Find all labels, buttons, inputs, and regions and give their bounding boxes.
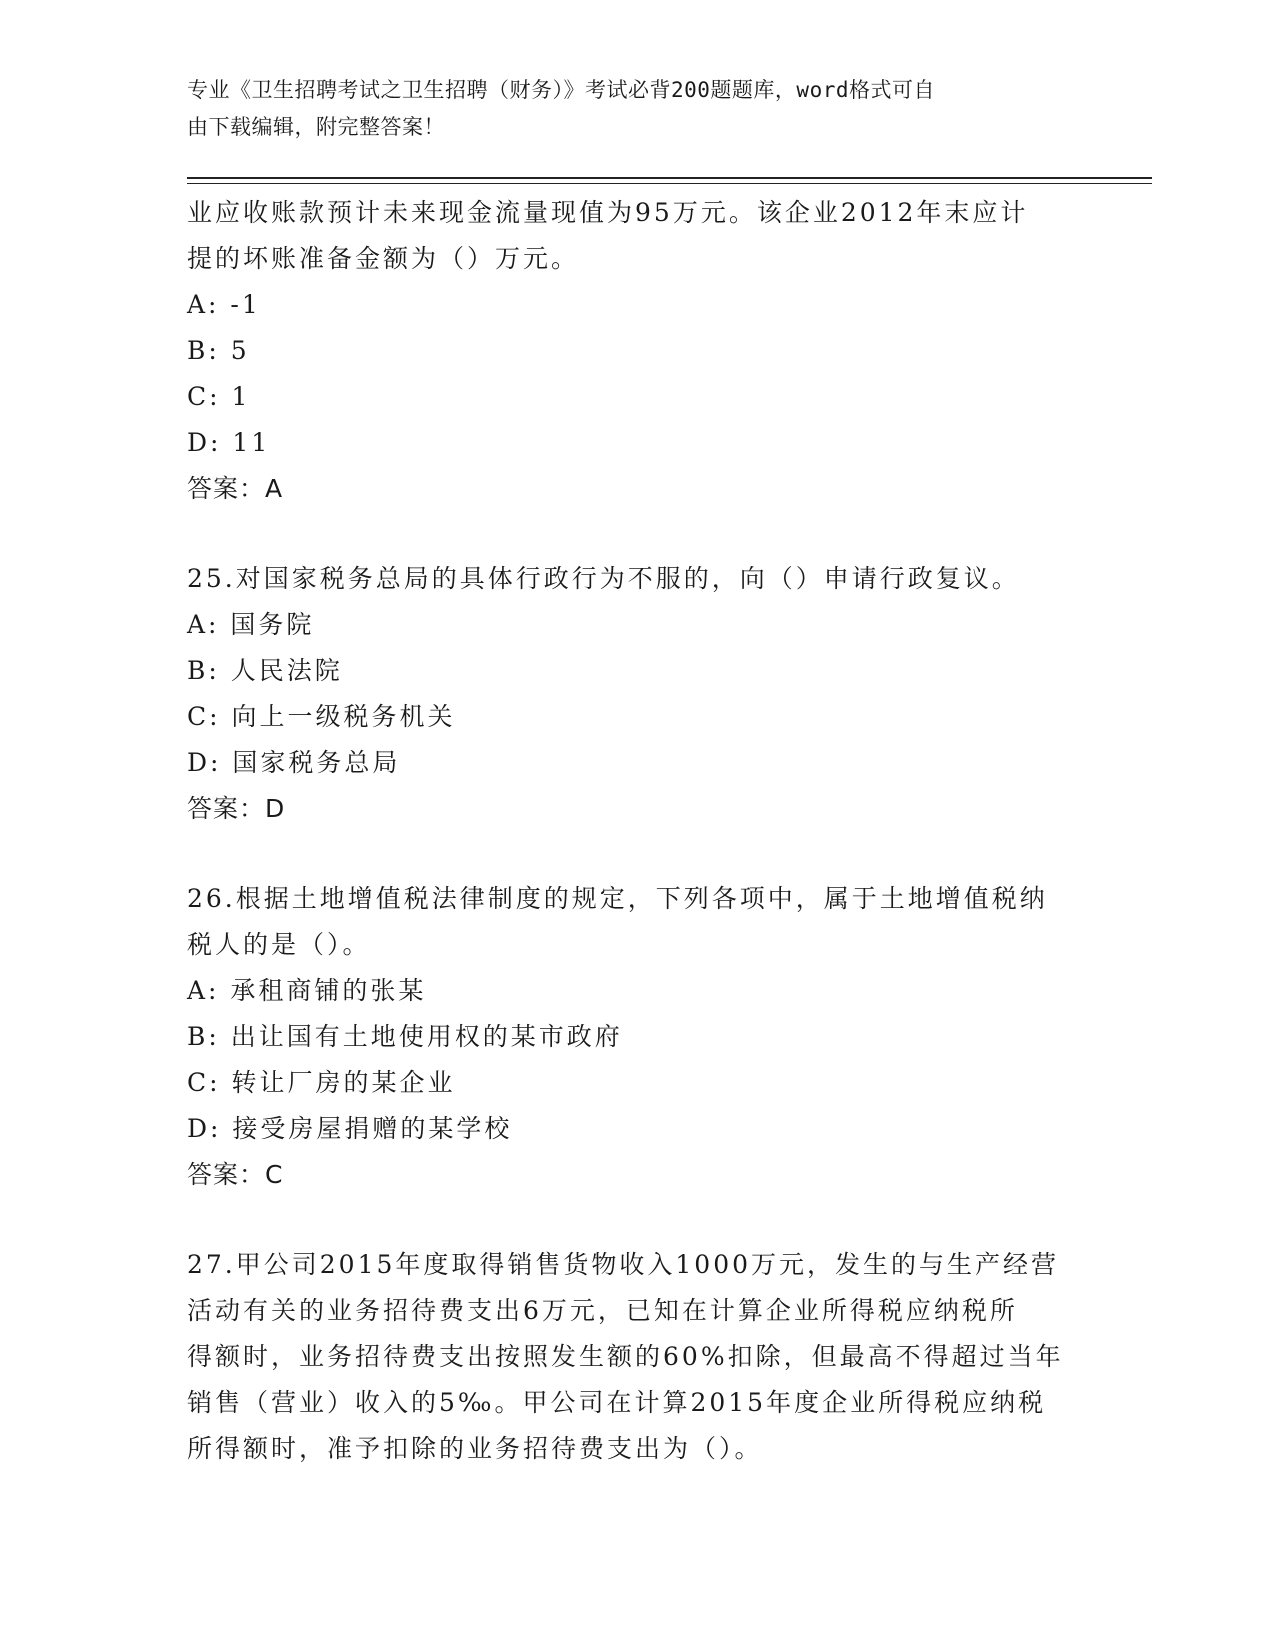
- question-text-line: 税人的是（）。: [187, 930, 371, 959]
- option-d: D: 11: [187, 428, 271, 457]
- header-divider-thin: [187, 183, 1152, 184]
- question-text-line: 得额时，业务招待费支出按照发生额的60%扣除，但最高不得超过当年: [187, 1342, 1064, 1371]
- option-a: A: -1: [187, 290, 261, 319]
- question-text-line: 所得额时，准予扣除的业务招待费支出为（）。: [187, 1434, 763, 1463]
- question-25: [187, 556, 1087, 832]
- question-26: [187, 876, 1087, 1198]
- option-a: A: 国务院: [187, 610, 315, 639]
- option-c: C: 1: [187, 382, 251, 411]
- answer-line: 答案：A: [187, 474, 284, 503]
- question-text-line: 业应收账款预计未来现金流量现值为95万元。该企业2012年末应计: [187, 198, 1029, 227]
- header-line-1: 专业《卫生招聘考试之卫生招聘（财务）》考试必背200题题库，word格式可自: [187, 78, 935, 102]
- answer-line: 答案：C: [187, 1160, 284, 1189]
- option-d: D: 接受房屋捐赠的某学校: [187, 1114, 513, 1143]
- question-text-line: 销售（营业）收入的5‰。甲公司在计算2015年度企业所得税应纳税: [187, 1388, 1047, 1417]
- option-a: A: 承租商铺的张某: [187, 976, 427, 1005]
- header-line-2: 由下载编辑，附完整答案！: [187, 115, 445, 139]
- option-b: B: 出让国有土地使用权的某市政府: [187, 1022, 623, 1051]
- option-c: C: 向上一级税务机关: [187, 702, 456, 731]
- question-text-line: 提的坏账准备金额为（）万元。: [187, 244, 580, 273]
- answer-line: 答案：D: [187, 794, 286, 823]
- document-header: [187, 72, 1067, 146]
- question-continued: [187, 190, 1087, 512]
- header-divider-thick: [187, 177, 1152, 179]
- question-text-line: 27.甲公司2015年度取得销售货物收入1000万元，发生的与生产经营: [187, 1250, 1060, 1279]
- question-list: [187, 190, 1087, 1472]
- option-b: B: 5: [187, 336, 250, 365]
- option-b: B: 人民法院: [187, 656, 343, 685]
- question-27: [187, 1242, 1087, 1472]
- question-text-line: 活动有关的业务招待费支出6万元，已知在计算企业所得税应纳税所: [187, 1296, 1018, 1325]
- question-text-line: 25.对国家税务总局的具体行政行为不服的，向（）申请行政复议。: [187, 564, 1020, 593]
- question-text-line: 26.根据土地增值税法律制度的规定，下列各项中，属于土地增值税纳: [187, 884, 1048, 913]
- option-c: C: 转让厂房的某企业: [187, 1068, 456, 1097]
- option-d: D: 国家税务总局: [187, 748, 401, 777]
